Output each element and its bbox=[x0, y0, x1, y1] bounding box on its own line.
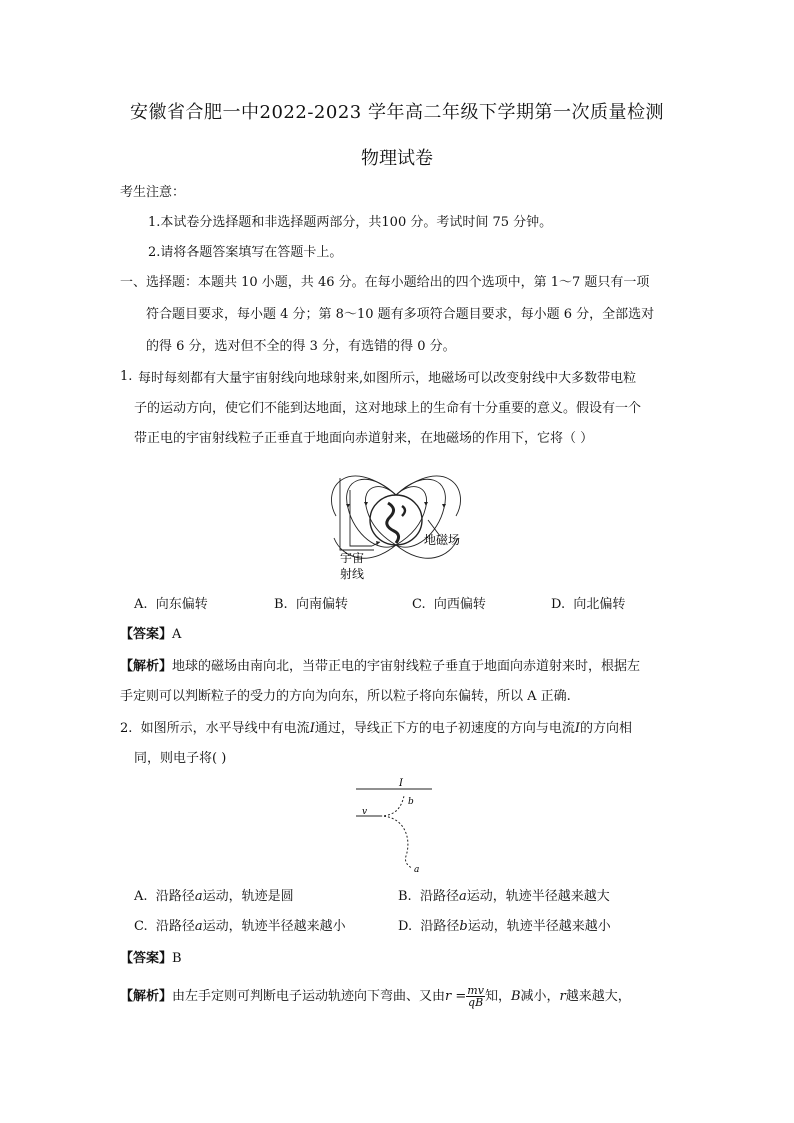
q2-text-c: 的方向相 bbox=[579, 721, 632, 736]
q2-option-c[interactable] bbox=[134, 918, 346, 936]
q2-answer bbox=[120, 950, 182, 968]
option-letter: B. bbox=[274, 597, 288, 612]
section1-line-3: 的得 6 分，选对但不全的得 3 分，有选错的得 0 分。 bbox=[146, 339, 456, 354]
option-text: 向北偏转 bbox=[573, 597, 626, 612]
formula-numerator: mv bbox=[467, 984, 484, 997]
q2-number: 2. bbox=[120, 721, 133, 736]
q1-analysis-line-1 bbox=[120, 658, 640, 676]
notice-item-2: 2.请将各题答案填写在答题卡上。 bbox=[148, 245, 343, 260]
q2-option-b[interactable] bbox=[398, 888, 610, 906]
q2-line-1 bbox=[120, 720, 632, 738]
q1-option-c[interactable] bbox=[412, 596, 486, 614]
option-var: a bbox=[194, 889, 203, 904]
option-letter: B. bbox=[398, 889, 412, 904]
answer-label: 【答案】 bbox=[120, 627, 173, 642]
option-letter: D. bbox=[551, 597, 566, 612]
option-var: a bbox=[194, 919, 203, 934]
option-letter: A. bbox=[134, 889, 148, 904]
notice-heading: 考生注意： bbox=[120, 185, 186, 200]
q1-option-b[interactable] bbox=[274, 596, 348, 614]
option-letter: C. bbox=[134, 919, 148, 934]
q1-option-d[interactable] bbox=[551, 596, 625, 614]
wire-electron-figure bbox=[354, 776, 438, 874]
analysis-text: 地球的磁场由南向北，当带正电的宇宙射线粒子垂直于地面向赤道射来时，根据左 bbox=[172, 659, 641, 674]
option-pre: 沿路径 bbox=[155, 919, 195, 934]
q1-line-2: 子的运动方向，使它们不能到达地面，这对地球上的生命有十分重要的意义。假设有一个 bbox=[134, 401, 642, 416]
q1-line-3: 带正电的宇宙射线粒子正垂直于地面向赤道射来，在地磁场的作用下，它将（ ） bbox=[134, 431, 594, 446]
option-letter: C. bbox=[412, 597, 426, 612]
answer-value: A bbox=[172, 627, 182, 642]
option-letter: D. bbox=[398, 919, 413, 934]
q2-text-b: 通过，导线正下方的电子初速度的方向与电流 bbox=[314, 721, 575, 736]
var-r: r bbox=[559, 989, 566, 1004]
analysis-label: 【解析】 bbox=[120, 989, 173, 1004]
current-label: I bbox=[399, 778, 403, 789]
var-i: I bbox=[309, 721, 315, 736]
q1-option-a[interactable] bbox=[134, 596, 208, 614]
section1-line-2: 符合题目要求，每小题 4 分；第 8～10 题有多项符合题目要求，每小题 6 分，全部选对 bbox=[146, 307, 655, 322]
notice-item-1: 1.本试卷分选择题和非选择题两部分，共100 分。考试时间 75 分钟。 bbox=[148, 215, 553, 230]
option-post: 运动，轨迹是圆 bbox=[202, 889, 294, 904]
option-post: 运动，轨迹半径越来越大 bbox=[466, 889, 610, 904]
option-var: b bbox=[459, 919, 468, 934]
q1-number: 1. bbox=[120, 369, 133, 384]
q1-answer bbox=[120, 626, 181, 644]
option-var: a bbox=[458, 889, 467, 904]
q2-line-2: 同，则电子将( ) bbox=[134, 751, 227, 766]
option-text: 向东偏转 bbox=[155, 597, 208, 612]
velocity-label: v bbox=[362, 807, 368, 817]
formula-denominator: qB bbox=[468, 996, 484, 1009]
ray-label-line2: 射线 bbox=[340, 567, 365, 581]
option-post: 运动，轨迹半径越来越小 bbox=[202, 919, 346, 934]
q1-analysis-line-2: 手定则可以判断粒子的受力的方向为向东，所以粒子将向东偏转，所以 A 正确. bbox=[120, 689, 571, 704]
page-subtitle: 物理试卷 bbox=[361, 148, 433, 169]
q2-option-d[interactable] bbox=[398, 918, 611, 936]
option-pre: 沿路径 bbox=[155, 889, 195, 904]
q2-analysis bbox=[120, 984, 631, 1010]
analysis-pre: 由左手定则可判断电子运动轨迹向下弯曲、又由 bbox=[172, 989, 446, 1004]
var-i: I bbox=[574, 721, 580, 736]
path-a-label: a bbox=[414, 865, 420, 874]
q1-line-1: 每时每刻都有大量宇宙射线向地球射来,如图所示，地磁场可以改变射线中大多数带电粒 bbox=[138, 371, 637, 386]
analysis-mid: 知， bbox=[484, 989, 511, 1004]
analysis-post: 越来越大， bbox=[565, 989, 631, 1004]
field-label: 地磁场 bbox=[424, 533, 461, 547]
option-pre: 沿路径 bbox=[420, 919, 460, 934]
option-text: 向南偏转 bbox=[295, 597, 348, 612]
analysis-label: 【解析】 bbox=[120, 659, 173, 674]
option-text: 向西偏转 bbox=[433, 597, 486, 612]
option-pre: 沿路径 bbox=[419, 889, 459, 904]
radius-formula bbox=[466, 985, 485, 1008]
formula-lhs: r = bbox=[445, 989, 467, 1004]
q2-text-a: 如图所示，水平导线中有电流 bbox=[140, 721, 310, 736]
analysis-mid2: 减小， bbox=[520, 989, 560, 1004]
page-title: 安徽省合肥一中2022-2023 学年高二年级下学期第一次质量检测 bbox=[130, 102, 664, 123]
answer-value: B bbox=[172, 951, 182, 966]
option-letter: A. bbox=[134, 597, 148, 612]
option-post: 运动，轨迹半径越来越小 bbox=[467, 919, 611, 934]
section1-line-1: 一、选择题：本题共 10 小题，共 46 分。在每小题给出的四个选项中，第 1～7 题只有一项 bbox=[120, 275, 650, 290]
earth-magnetic-field-figure bbox=[328, 458, 478, 584]
q2-option-a[interactable] bbox=[134, 888, 294, 906]
answer-label: 【答案】 bbox=[120, 951, 173, 966]
var-b: B bbox=[510, 989, 521, 1004]
ray-label-line1: 宇宙 bbox=[340, 551, 365, 565]
path-b-label: b bbox=[408, 797, 414, 807]
